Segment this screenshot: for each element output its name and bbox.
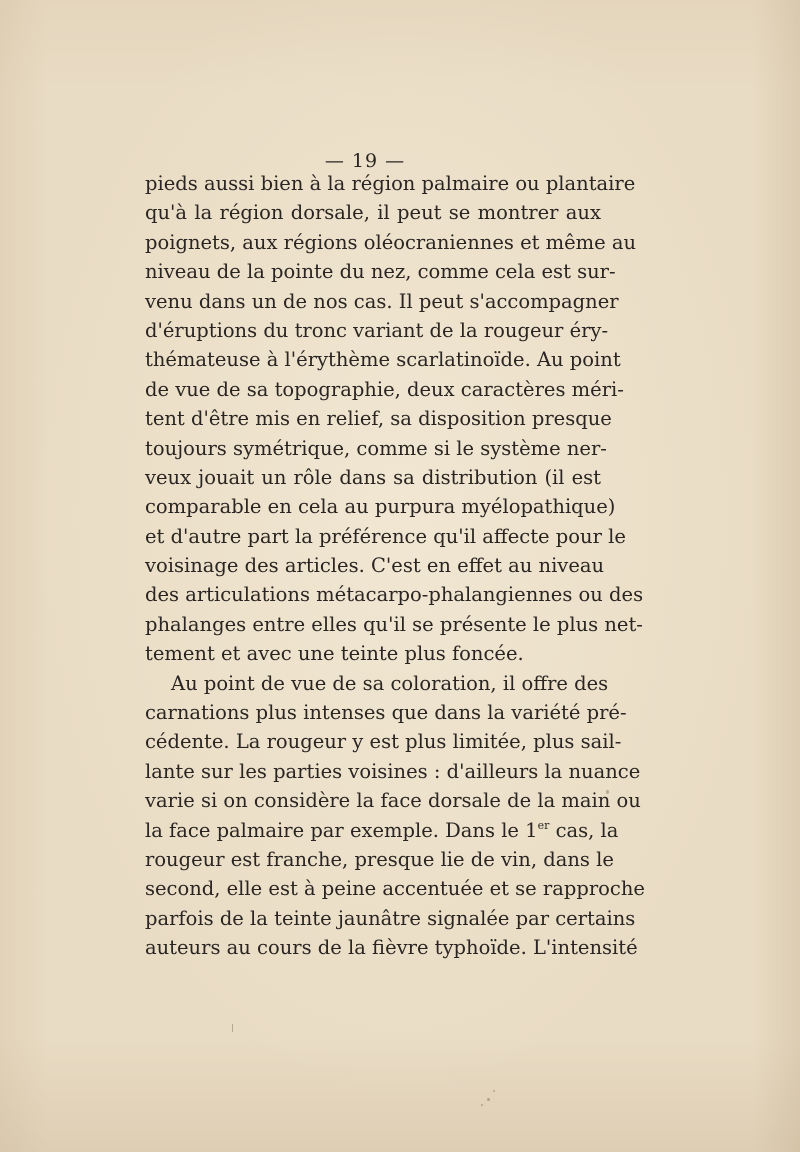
text-fragment: la face palmaire par exemple. Dans le 1 bbox=[145, 818, 538, 842]
text-line: varie si on considère la face dorsale de la main ou bbox=[145, 789, 641, 813]
text-line: poignets, aux régions oléocraniennes et même au bbox=[145, 230, 637, 254]
paper-speck bbox=[481, 1104, 483, 1106]
paper-speck bbox=[487, 1098, 490, 1101]
text-line: comparable en cela au purpura myélopathique) bbox=[145, 495, 616, 519]
text-line: phalanges entre elles qu'il se présente le plus net- bbox=[145, 612, 643, 636]
paper-speck bbox=[232, 1024, 233, 1032]
text-line: venu dans un de nos cas. Il peut s'accompagner bbox=[145, 289, 619, 313]
text-line: toujours symétrique, comme si le système ner- bbox=[145, 436, 607, 460]
text-line: cédente. La rougeur y est plus limitée, plus sail- bbox=[145, 730, 622, 754]
text-line: lante sur les parties voisines : d'ailleurs la nuance bbox=[145, 759, 641, 783]
text-line-with-superscript bbox=[145, 816, 619, 845]
page-number: — 19 — bbox=[324, 150, 406, 172]
superscript: er bbox=[537, 818, 550, 832]
body-text bbox=[145, 169, 645, 963]
text-line: des articulations métacarpo-phalangiennes ou des bbox=[145, 583, 644, 607]
text-line: d'éruptions du tronc variant de la rougeur éry- bbox=[145, 318, 609, 342]
text-line: tent d'être mis en relief, sa disposition presque bbox=[145, 407, 612, 431]
text-line: carnations plus intenses que dans la variété pré- bbox=[145, 701, 627, 725]
paper-speck bbox=[493, 1090, 495, 1092]
text-fragment: cas, la bbox=[549, 818, 619, 842]
text-line: pieds aussi bien à la région palmaire ou plantaire bbox=[145, 172, 636, 195]
text-line: thémateuse à l'érythème scarlatinoïde. Au point bbox=[145, 348, 621, 372]
text-line: qu'à la région dorsale, il peut se montrer aux bbox=[145, 201, 601, 225]
text-line: et d'autre part la préférence qu'il affecte pour le bbox=[145, 524, 626, 548]
text-line: niveau de la pointe du nez, comme cela est sur- bbox=[145, 260, 616, 284]
text-line: rougeur est franche, presque lie de vin, dans le bbox=[145, 847, 614, 871]
text-line: tement et avec une teinte plus foncée. bbox=[145, 642, 524, 666]
text-line: parfois de la teinte jaunâtre signalée par certains bbox=[145, 906, 636, 930]
text-line: second, elle est à peine accentuée et se rapproche bbox=[145, 877, 645, 901]
text-line: de vue de sa topographie, deux caractères méri- bbox=[145, 377, 624, 401]
text-line: veux jouait un rôle dans sa distribution (il est bbox=[145, 465, 601, 489]
text-line: auteurs au cours de la fièvre typhoïde. L'intensité bbox=[145, 936, 638, 960]
paper-speck bbox=[606, 790, 609, 794]
paragraph-start-line: Au point de vue de sa coloration, il offre des bbox=[171, 671, 609, 695]
text-line: voisinage des articles. C'est en effet au niveau bbox=[145, 554, 605, 578]
